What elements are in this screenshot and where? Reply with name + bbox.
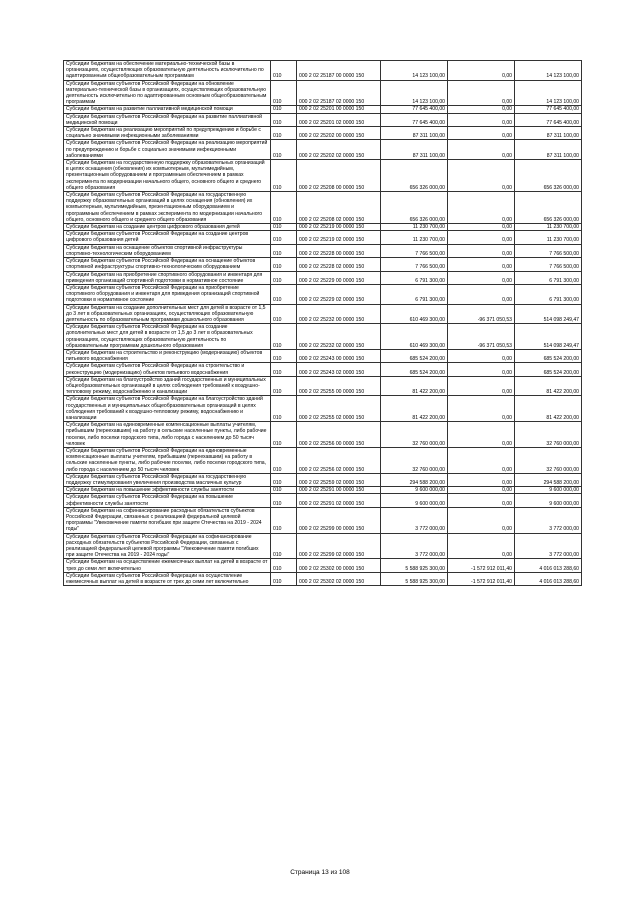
row-amount-total: 9 600 000,00: [515, 487, 582, 494]
row-name: Субсидии бюджетам субъектов Российской Федерации на повышение эффективности службы занятости: [64, 494, 271, 507]
row-budget-code: 000 2 02 25255 00 0000 150: [297, 376, 381, 396]
row-amount-change: 0,00: [448, 363, 515, 376]
row-name: Субсидии бюджетам на повышение эффективности службы занятости: [64, 487, 271, 494]
row-amount-total: 81 422 200,00: [515, 396, 582, 422]
row-grbs-code: 010: [271, 258, 297, 271]
table-row: [64, 106, 582, 113]
row-amount-approved: 7 766 500,00: [381, 244, 448, 257]
row-grbs-code: 010: [271, 304, 297, 324]
row-budget-code: 000 2 02 25256 02 0000 150: [297, 447, 381, 473]
table-row: [64, 533, 582, 559]
row-amount-approved: 81 422 200,00: [381, 396, 448, 422]
row-budget-code: 000 2 02 25291 00 0000 150: [297, 487, 381, 494]
row-amount-change: -1 572 912 011,40: [448, 572, 515, 585]
row-amount-approved: 685 524 200,00: [381, 363, 448, 376]
row-grbs-code: 010: [271, 192, 297, 224]
table-row: [64, 113, 582, 126]
row-grbs-code: 010: [271, 507, 297, 533]
row-amount-change: 0,00: [448, 376, 515, 396]
row-amount-total: 656 326 000,00: [515, 192, 582, 224]
table-row: [64, 559, 582, 572]
row-amount-change: 0,00: [448, 258, 515, 271]
row-amount-total: 87 311 100,00: [515, 140, 582, 160]
table-row: [64, 140, 582, 160]
row-budget-code: 000 2 02 25187 02 0000 150: [297, 80, 381, 106]
row-amount-approved: 11 230 700,00: [381, 224, 448, 231]
row-grbs-code: 010: [271, 284, 297, 304]
table-row: [64, 422, 582, 448]
row-grbs-code: 010: [271, 559, 297, 572]
row-budget-code: 000 2 02 25229 00 0000 150: [297, 271, 381, 284]
table-row: [64, 244, 582, 257]
row-budget-code: 000 2 02 25299 02 0000 150: [297, 533, 381, 559]
table-row: [64, 224, 582, 231]
row-amount-approved: 294 588 200,00: [381, 473, 448, 486]
row-amount-change: 0,00: [448, 231, 515, 244]
row-name: Субсидии бюджетам субъектов Российской Федерации на государственную поддержку образовательных организаций в целях оснащения (обновления) их компьютерным, мультимедийным, презентационным оборудованием и программным обеспечением в рамках эксперимента по модернизации начального общего, основного общего и среднего общего образования: [64, 192, 271, 224]
table-row: [64, 61, 582, 81]
row-amount-total: 4 016 013 288,60: [515, 572, 582, 585]
row-amount-approved: 87 311 100,00: [381, 127, 448, 140]
row-amount-total: 656 326 000,00: [515, 160, 582, 192]
table-row: [64, 258, 582, 271]
budget-table-sheet: [63, 60, 581, 586]
row-amount-total: 3 772 000,00: [515, 533, 582, 559]
row-budget-code: 000 2 02 25299 00 0000 150: [297, 507, 381, 533]
row-amount-total: 514 098 249,47: [515, 304, 582, 324]
row-amount-change: 0,00: [448, 349, 515, 362]
row-grbs-code: 010: [271, 140, 297, 160]
row-amount-change: 0,00: [448, 487, 515, 494]
row-budget-code: 000 2 02 25256 00 0000 150: [297, 422, 381, 448]
row-amount-total: 6 791 300,00: [515, 284, 582, 304]
row-name: Субсидии бюджетам на строительство и реконструкцию (модернизацию) объектов питьевого водоснабжения: [64, 349, 271, 362]
row-name: Субсидии бюджетам на оснащение объектов спортивной инфраструктуры спортивно-технологическим оборудованием: [64, 244, 271, 257]
row-amount-approved: 81 422 200,00: [381, 376, 448, 396]
row-amount-approved: 77 645 400,00: [381, 106, 448, 113]
row-amount-change: 0,00: [448, 284, 515, 304]
row-grbs-code: 010: [271, 487, 297, 494]
row-amount-total: 32 760 000,00: [515, 422, 582, 448]
table-row: [64, 231, 582, 244]
row-name: Субсидии бюджетам субъектов Российской Федерации на государственную поддержку стимулирования увеличения производства масличных культур: [64, 473, 271, 486]
table-row: [64, 376, 582, 396]
row-budget-code: 000 2 02 25219 00 0000 150: [297, 224, 381, 231]
row-amount-approved: 656 326 000,00: [381, 160, 448, 192]
row-amount-approved: 11 230 700,00: [381, 231, 448, 244]
table-row: [64, 473, 582, 486]
table-row: [64, 127, 582, 140]
row-grbs-code: 010: [271, 324, 297, 350]
row-amount-total: 294 588 200,00: [515, 473, 582, 486]
row-grbs-code: 010: [271, 244, 297, 257]
row-amount-change: 0,00: [448, 473, 515, 486]
row-amount-change: 0,00: [448, 140, 515, 160]
row-amount-approved: 7 766 500,00: [381, 258, 448, 271]
row-amount-total: 77 645 400,00: [515, 113, 582, 126]
row-amount-approved: 685 524 200,00: [381, 349, 448, 362]
table-row: [64, 572, 582, 585]
row-name: Субсидии бюджетам субъектов Российской Федерации на реализацию мероприятий по предупреждению и борьбе с социально значимыми инфекционными заболеваниями: [64, 140, 271, 160]
table-row: [64, 349, 582, 362]
row-amount-approved: 6 791 300,00: [381, 284, 448, 304]
table-row: [64, 324, 582, 350]
row-amount-approved: 14 123 100,00: [381, 61, 448, 81]
row-budget-code: 000 2 02 25228 00 0000 150: [297, 244, 381, 257]
row-amount-change: 0,00: [448, 396, 515, 422]
row-amount-change: 0,00: [448, 422, 515, 448]
row-amount-total: 7 766 500,00: [515, 244, 582, 257]
row-amount-total: 14 123 100,00: [515, 80, 582, 106]
row-amount-change: -1 572 912 011,40: [448, 559, 515, 572]
page-number: Страница 13 из 108: [290, 869, 350, 876]
table-row: [64, 363, 582, 376]
row-amount-total: 87 311 100,00: [515, 127, 582, 140]
row-name: Субсидии бюджетам субъектов Российской Федерации на осуществление ежемесячных выплат на детей в возрасте от трех до семи лет включительно: [64, 572, 271, 585]
row-grbs-code: 010: [271, 422, 297, 448]
table-row: [64, 304, 582, 324]
row-amount-total: 7 766 500,00: [515, 258, 582, 271]
row-amount-approved: 5 588 925 300,00: [381, 559, 448, 572]
row-amount-total: 32 760 000,00: [515, 447, 582, 473]
row-amount-total: 14 123 100,00: [515, 61, 582, 81]
row-grbs-code: 010: [271, 396, 297, 422]
row-name: Субсидии бюджетам на единовременные компенсационные выплаты учителям, прибывшим (переехавшим) на работу в сельские населенные пункты, либо рабочие поселки, либо поселки городского типа, либо города с населением до 50 тысяч человек: [64, 422, 271, 448]
row-name: Субсидии бюджетам субъектов Российской Федерации на создание дополнительных мест для детей в возрасте от 1,5 до 3 лет в образовательных организациях, осуществляющих образовательную деятельность по образовательным программам дошкольного образования: [64, 324, 271, 350]
table-row: [64, 192, 582, 224]
row-amount-approved: 656 326 000,00: [381, 192, 448, 224]
row-name: Субсидии бюджетам на приобретение спортивного оборудования и инвентаря для приведения организаций спортивной подготовки в нормативное состояние: [64, 271, 271, 284]
row-amount-total: 3 772 000,00: [515, 507, 582, 533]
row-amount-total: 514 098 249,47: [515, 324, 582, 350]
row-amount-approved: 14 123 100,00: [381, 80, 448, 106]
table-row: [64, 494, 582, 507]
row-amount-approved: 9 600 000,00: [381, 487, 448, 494]
table-row: [64, 284, 582, 304]
row-grbs-code: 010: [271, 61, 297, 81]
row-name: Субсидии бюджетам субъектов Российской Федерации на развитие паллиативной медицинской помощи: [64, 113, 271, 126]
row-amount-approved: 3 772 000,00: [381, 533, 448, 559]
row-amount-change: 0,00: [448, 271, 515, 284]
row-grbs-code: 010: [271, 473, 297, 486]
row-budget-code: 000 2 02 25229 02 0000 150: [297, 284, 381, 304]
row-name: Субсидии бюджетам на создание дополнительных мест для детей в возрасте от 1,5 до 3 лет в образовательных организациях, осуществляющих образовательную деятельность по образовательным программам дошкольного образования: [64, 304, 271, 324]
row-name: Субсидии бюджетам субъектов Российской Федерации на приобретение спортивного оборудования и инвентаря для приведения организаций спортивной подготовки в нормативное состояние: [64, 284, 271, 304]
table-row: [64, 271, 582, 284]
row-name: Субсидии бюджетам на осуществление ежемесячных выплат на детей в возрасте от трех до семи лет включительно: [64, 559, 271, 572]
row-name: Субсидии бюджетам на реализацию мероприятий по предупреждению и борьбе с социально значимыми инфекционными заболеваниями: [64, 127, 271, 140]
row-budget-code: 000 2 02 25201 02 0000 150: [297, 113, 381, 126]
row-budget-code: 000 2 02 25208 02 0000 150: [297, 192, 381, 224]
row-amount-change: 0,00: [448, 224, 515, 231]
row-grbs-code: 010: [271, 572, 297, 585]
row-grbs-code: 010: [271, 447, 297, 473]
row-grbs-code: 010: [271, 376, 297, 396]
row-amount-change: 0,00: [448, 494, 515, 507]
table-row: [64, 507, 582, 533]
row-grbs-code: 010: [271, 127, 297, 140]
row-amount-change: -96 371 050,53: [448, 324, 515, 350]
row-amount-approved: 6 791 300,00: [381, 271, 448, 284]
row-amount-approved: 610 469 300,00: [381, 304, 448, 324]
row-budget-code: 000 2 02 25243 02 0000 150: [297, 363, 381, 376]
row-amount-approved: 77 645 400,00: [381, 113, 448, 126]
table-row: [64, 447, 582, 473]
row-amount-total: 11 230 700,00: [515, 224, 582, 231]
row-name: Субсидии бюджетам на благоустройство зданий государственных и муниципальных общеобразовательных организаций в целях соблюдения требований к воздушно-тепловому режиму, водоснабжению и канализации: [64, 376, 271, 396]
row-amount-change: 0,00: [448, 61, 515, 81]
row-name: Субсидии бюджетам на развитие паллиативной медицинской помощи: [64, 106, 271, 113]
row-amount-total: 9 600 000,00: [515, 494, 582, 507]
row-budget-code: 000 2 02 25187 00 0000 150: [297, 61, 381, 81]
row-budget-code: 000 2 02 25291 02 0000 150: [297, 494, 381, 507]
row-name: Субсидии бюджетам субъектов Российской Федерации на софинансирование расходных обязательств субъектов Российской Федерации, связанных с реализацией федеральной целевой программы "Увековечение памяти погибших при защите Отечества на 2019 - 2024 годы": [64, 533, 271, 559]
row-budget-code: 000 2 02 25208 00 0000 150: [297, 160, 381, 192]
row-grbs-code: 010: [271, 160, 297, 192]
row-name: Субсидии бюджетам субъектов Российской Федерации на строительство и реконструкцию (модернизацию) объектов питьевого водоснабжения: [64, 363, 271, 376]
row-amount-total: 685 524 200,00: [515, 349, 582, 362]
row-amount-change: 0,00: [448, 106, 515, 113]
row-budget-code: 000 2 02 25219 02 0000 150: [297, 231, 381, 244]
budget-table-body: [64, 61, 582, 586]
table-row: [64, 80, 582, 106]
row-name: Субсидии бюджетам на создание центров цифрового образования детей: [64, 224, 271, 231]
row-amount-total: 77 645 400,00: [515, 106, 582, 113]
row-amount-change: 0,00: [448, 244, 515, 257]
row-name: Субсидии бюджетам субъектов Российской Федерации на обновление материально-технической базы в организациях, осуществляющих образовательную деятельность исключительно по адаптированным основным общеобразовательным программам: [64, 80, 271, 106]
row-amount-approved: 610 469 300,00: [381, 324, 448, 350]
row-amount-change: 0,00: [448, 507, 515, 533]
row-budget-code: 000 2 02 25228 02 0000 150: [297, 258, 381, 271]
row-amount-change: 0,00: [448, 127, 515, 140]
row-name: Субсидии бюджетам субъектов Российской Федерации на создание центров цифрового образования детей: [64, 231, 271, 244]
row-budget-code: 000 2 02 25255 02 0000 150: [297, 396, 381, 422]
row-budget-code: 000 2 02 25232 00 0000 150: [297, 304, 381, 324]
row-amount-approved: 3 772 000,00: [381, 507, 448, 533]
row-budget-code: 000 2 02 25302 02 0000 150: [297, 572, 381, 585]
row-grbs-code: 010: [271, 113, 297, 126]
row-amount-change: 0,00: [448, 80, 515, 106]
row-budget-code: 000 2 02 25259 02 0000 150: [297, 473, 381, 486]
row-amount-approved: 87 311 100,00: [381, 140, 448, 160]
row-grbs-code: 010: [271, 80, 297, 106]
row-name: Субсидии бюджетам на обеспечение материально-технической базы в организациях, осуществляющих образовательную деятельность исключительно по адаптированным общеобразовательным программам: [64, 61, 271, 81]
table-row: [64, 396, 582, 422]
row-amount-approved: 32 760 000,00: [381, 447, 448, 473]
row-amount-change: 0,00: [448, 447, 515, 473]
row-budget-code: 000 2 02 25232 02 0000 150: [297, 324, 381, 350]
row-grbs-code: 010: [271, 494, 297, 507]
row-name: Субсидии бюджетам на софинансирование расходных обязательств субъектов Российской Федерации, связанных с реализацией федеральной целевой программы "Увековечение памяти погибших при защите Отечества на 2019 - 2024 годы": [64, 507, 271, 533]
row-name: Субсидии бюджетам субъектов Российской Федерации на благоустройство зданий государственных и муниципальных общеобразовательных организаций в целях соблюдения требований к воздушно-тепловому режиму, водоснабжению и канализации: [64, 396, 271, 422]
row-amount-change: 0,00: [448, 160, 515, 192]
row-grbs-code: 010: [271, 106, 297, 113]
row-amount-total: 11 230 700,00: [515, 231, 582, 244]
row-budget-code: 000 2 02 25202 00 0000 150: [297, 127, 381, 140]
row-name: Субсидии бюджетам субъектов Российской Федерации на оснащение объектов спортивной инфраструктуры спортивно-технологическим оборудованием: [64, 258, 271, 271]
row-name: Субсидии бюджетам субъектов Российской Федерации на единовременные компенсационные выплаты учителям, прибывшим (переехавшим) на работу в сельские населенные пункты, либо рабочие поселки, либо поселки городского типа, либо города с населением до 50 тысяч человек: [64, 447, 271, 473]
table-row: [64, 487, 582, 494]
row-amount-total: 81 422 200,00: [515, 376, 582, 396]
row-amount-approved: 5 588 925 300,00: [381, 572, 448, 585]
row-grbs-code: 010: [271, 271, 297, 284]
row-grbs-code: 010: [271, 363, 297, 376]
row-amount-total: 6 791 300,00: [515, 271, 582, 284]
row-amount-change: 0,00: [448, 192, 515, 224]
table-row: [64, 160, 582, 192]
row-budget-code: 000 2 02 25201 00 0000 150: [297, 106, 381, 113]
row-amount-approved: 9 600 000,00: [381, 494, 448, 507]
row-name: Субсидии бюджетам на государственную поддержку образовательных организаций в целях оснащения (обновления) их компьютерным, мультимедийным, презентационным оборудованием и программным обеспечением в рамках эксперимента по модернизации начального общего, основного общего и среднего общего образования: [64, 160, 271, 192]
budget-table: [63, 60, 582, 586]
row-amount-change: 0,00: [448, 113, 515, 126]
row-budget-code: 000 2 02 25302 00 0000 150: [297, 559, 381, 572]
row-grbs-code: 010: [271, 224, 297, 231]
row-amount-total: 685 524 200,00: [515, 363, 582, 376]
row-budget-code: 000 2 02 25202 02 0000 150: [297, 140, 381, 160]
row-amount-total: 4 016 013 288,60: [515, 559, 582, 572]
row-amount-approved: 32 760 000,00: [381, 422, 448, 448]
row-grbs-code: 010: [271, 349, 297, 362]
row-amount-change: -96 371 050,53: [448, 304, 515, 324]
row-budget-code: 000 2 02 25243 00 0000 150: [297, 349, 381, 362]
row-grbs-code: 010: [271, 533, 297, 559]
row-grbs-code: 010: [271, 231, 297, 244]
row-amount-change: 0,00: [448, 533, 515, 559]
